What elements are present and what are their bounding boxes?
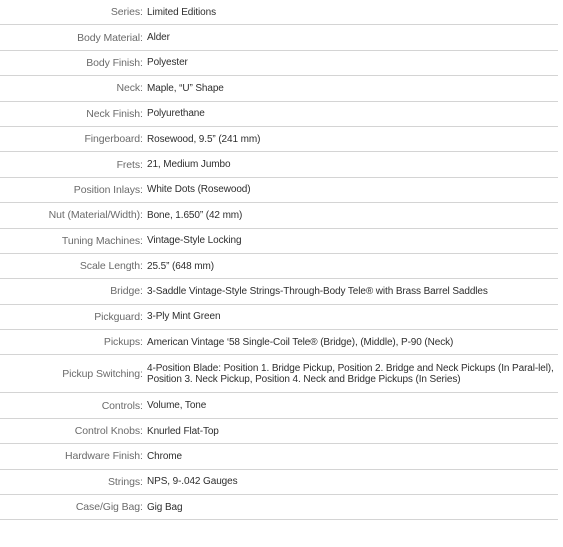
spec-row-strings bbox=[0, 470, 558, 495]
spec-value: 3-Saddle Vintage-Style Strings-Through-Body Tele® with Brass Barrel Saddles bbox=[147, 285, 488, 297]
spec-label: Strings bbox=[108, 475, 140, 488]
spec-row-series bbox=[0, 0, 558, 25]
spec-label: Nut (Material/Width) bbox=[48, 209, 140, 222]
spec-separator: : bbox=[140, 310, 143, 323]
spec-separator: : bbox=[140, 56, 143, 69]
spec-value: Chrome bbox=[147, 450, 182, 462]
spec-row-hardware-finish bbox=[0, 444, 558, 469]
spec-label: Case/Gig Bag bbox=[75, 501, 140, 514]
spec-row-body-material bbox=[0, 25, 558, 50]
spec-label: Tuning Machines bbox=[61, 234, 140, 247]
spec-label: Neck Finish bbox=[86, 107, 140, 120]
spec-separator: : bbox=[140, 183, 143, 196]
spec-row-bridge bbox=[0, 279, 558, 304]
spec-separator: : bbox=[140, 425, 143, 438]
spec-value: Rosewood, 9.5” (241 mm) bbox=[147, 133, 261, 145]
spec-separator: : bbox=[140, 336, 143, 349]
spec-label: Control Knobs bbox=[74, 425, 140, 438]
spec-label: Position Inlays bbox=[73, 183, 140, 196]
spec-separator: : bbox=[140, 285, 143, 298]
spec-value: Vintage-Style Locking bbox=[147, 235, 242, 247]
spec-row-body-finish bbox=[0, 51, 558, 76]
spec-label: Pickups bbox=[103, 336, 140, 349]
spec-label: Pickup Switching bbox=[62, 367, 140, 380]
spec-separator: : bbox=[140, 158, 143, 171]
spec-label: Frets bbox=[116, 158, 140, 171]
spec-label: Scale Length bbox=[79, 260, 140, 273]
spec-separator: : bbox=[140, 6, 143, 19]
spec-value: 4-Position Blade: Position 1. Bridge Pickup, Position 2. Bridge and Neck Pickups (In Paral-lel), Position 3. Neck Pickup, Position 4. Neck and Bridge Pickups (In Series) bbox=[147, 362, 554, 385]
spec-value: Bone, 1.650” (42 mm) bbox=[147, 209, 243, 221]
spec-separator: : bbox=[140, 31, 143, 44]
spec-row-scale-length bbox=[0, 254, 558, 279]
spec-label: Neck bbox=[116, 82, 140, 95]
spec-separator: : bbox=[140, 234, 143, 247]
spec-label: Controls bbox=[101, 399, 140, 412]
spec-row-frets bbox=[0, 152, 558, 177]
spec-separator: : bbox=[140, 133, 143, 146]
spec-row-control-knobs bbox=[0, 419, 558, 444]
spec-value: 3-Ply Mint Green bbox=[147, 311, 221, 323]
spec-separator: : bbox=[140, 260, 143, 273]
spec-row-controls bbox=[0, 393, 558, 418]
spec-label: Body Finish bbox=[86, 56, 140, 69]
spec-separator: : bbox=[140, 367, 143, 380]
spec-separator: : bbox=[140, 450, 143, 463]
spec-value: Maple, “U” Shape bbox=[147, 82, 224, 94]
spec-value: Polyurethane bbox=[147, 108, 205, 120]
spec-row-pickup-switching bbox=[0, 355, 558, 393]
spec-label: Bridge bbox=[110, 285, 140, 298]
spec-separator: : bbox=[140, 475, 143, 488]
spec-row-neck-finish bbox=[0, 102, 558, 127]
spec-separator: : bbox=[140, 501, 143, 514]
spec-row-pickguard bbox=[0, 305, 558, 330]
spec-value: Alder bbox=[147, 32, 170, 44]
spec-value: Limited Editions bbox=[147, 6, 216, 18]
spec-value: NPS, 9-.042 Gauges bbox=[147, 476, 238, 488]
spec-value: 25.5” (648 mm) bbox=[147, 260, 214, 272]
spec-row-tuning-machines bbox=[0, 229, 558, 254]
spec-separator: : bbox=[140, 107, 143, 120]
spec-value: 21, Medium Jumbo bbox=[147, 159, 231, 171]
spec-label: Series bbox=[110, 6, 140, 19]
spec-separator: : bbox=[140, 399, 143, 412]
spec-label: Hardware Finish bbox=[65, 450, 140, 463]
spec-row-fingerboard bbox=[0, 127, 558, 152]
spec-separator: : bbox=[140, 82, 143, 95]
spec-value: White Dots (Rosewood) bbox=[147, 184, 251, 196]
spec-row-pickups bbox=[0, 330, 558, 355]
spec-label: Fingerboard bbox=[84, 133, 140, 146]
spec-value: American Vintage ‘58 Single-Coil Tele® (Bridge), (Middle), P-90 (Neck) bbox=[147, 336, 454, 348]
spec-label: Pickguard bbox=[94, 310, 140, 323]
spec-value: Volume, Tone bbox=[147, 400, 207, 412]
spec-separator: : bbox=[140, 209, 143, 222]
spec-row-case-gig-bag bbox=[0, 495, 558, 520]
spec-value: Knurled Flat-Top bbox=[147, 425, 219, 437]
spec-row-neck bbox=[0, 76, 558, 101]
spec-value: Polyester bbox=[147, 57, 188, 69]
spec-label: Body Material bbox=[77, 31, 140, 44]
spec-value: Gig Bag bbox=[147, 501, 183, 513]
spec-row-position-inlays bbox=[0, 178, 558, 203]
spec-row-nut bbox=[0, 203, 558, 228]
